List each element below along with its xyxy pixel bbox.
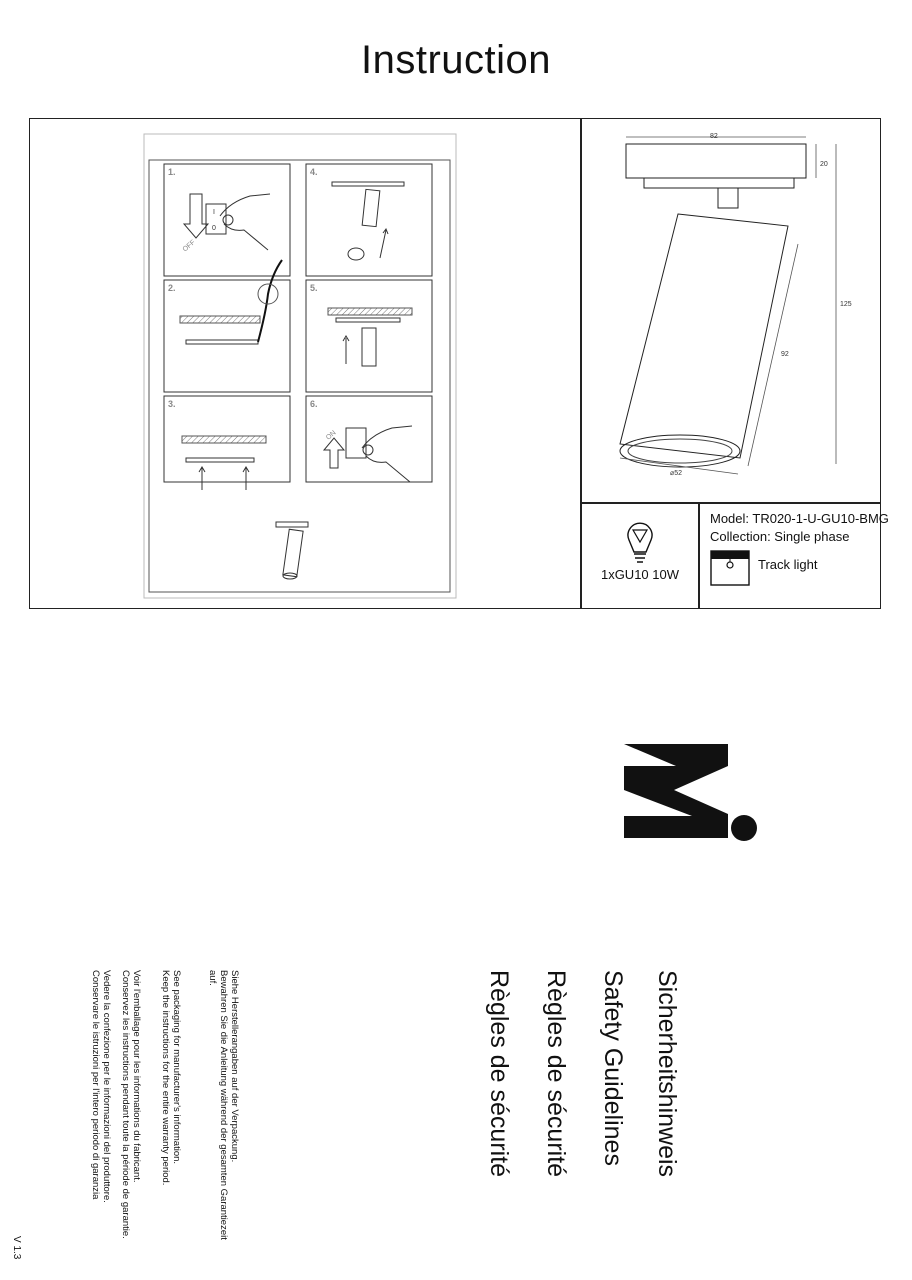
info-divider: [698, 502, 700, 609]
safety-text-it: Vedere la confezione per le informazioni del produttore. Conservare le istruzioni per l'intero periodo di garanzia: [90, 970, 112, 1203]
dimension-drawing: [598, 126, 868, 486]
installation-steps: [140, 132, 458, 600]
final-assembly: [276, 522, 308, 579]
dim-body-length: 92: [781, 351, 789, 358]
dim-height-total: 125: [840, 301, 852, 308]
step-1-label: 1.: [168, 167, 176, 177]
brand-logo: [620, 742, 760, 846]
dim-height-top: 20: [820, 161, 828, 168]
dim-diameter: ⌀52: [670, 470, 683, 477]
lamp-info: [582, 504, 698, 608]
safety-heading-fr-2: Règles de sécurité: [485, 970, 513, 1178]
version-label: V 1.3: [11, 1236, 22, 1260]
model-text: Model: TR020-1-U-GU10-BMG: [710, 511, 889, 526]
safety-heading-en: Safety Guidelines: [599, 970, 627, 1166]
step-3: [164, 396, 290, 490]
svg-text:6.: 6.: [310, 399, 318, 409]
safety-heading-de: Sicherheitshinweis: [653, 970, 681, 1178]
svg-text:2.: 2.: [168, 283, 176, 293]
svg-text:I: I: [213, 209, 215, 216]
safety-heading-fr: Règles de sécurité: [542, 970, 570, 1178]
track-light-label: Track light: [758, 557, 818, 572]
off-label: OFF: [181, 239, 197, 254]
collection-text: Collection: Single phase: [710, 529, 850, 544]
safety-text-fr: Voir l'emballage pour les informations du fabricant. Conservez les instructions pendant toute la période de garantie.: [120, 970, 142, 1239]
step-5: [306, 280, 432, 392]
page-title: Instruction: [360, 38, 552, 82]
safety-text-de: Siehe Herstellerangaben auf der Verpackung. Bewahren Sie die Anleitung während der gesamten Garantiezeit auf.: [207, 970, 240, 1240]
product-info: [710, 510, 889, 546]
step-4: [306, 164, 432, 276]
step-6: [306, 396, 432, 482]
track-light-icon: [710, 550, 750, 586]
on-label: ON: [325, 429, 338, 442]
svg-text:0: 0: [212, 225, 216, 232]
dim-width: 82: [710, 133, 718, 140]
svg-text:3.: 3.: [168, 399, 176, 409]
step-2: [164, 260, 290, 392]
svg-text:5.: 5.: [310, 283, 318, 293]
step-1: [164, 164, 290, 276]
lamp-label: 1xGU10 10W: [600, 567, 680, 582]
svg-text:4.: 4.: [310, 167, 318, 177]
safety-text-en: See packaging for manufacturer's information. Keep the instructions for the entire warranty period.: [160, 970, 182, 1186]
lightbulb-icon: [582, 510, 698, 570]
